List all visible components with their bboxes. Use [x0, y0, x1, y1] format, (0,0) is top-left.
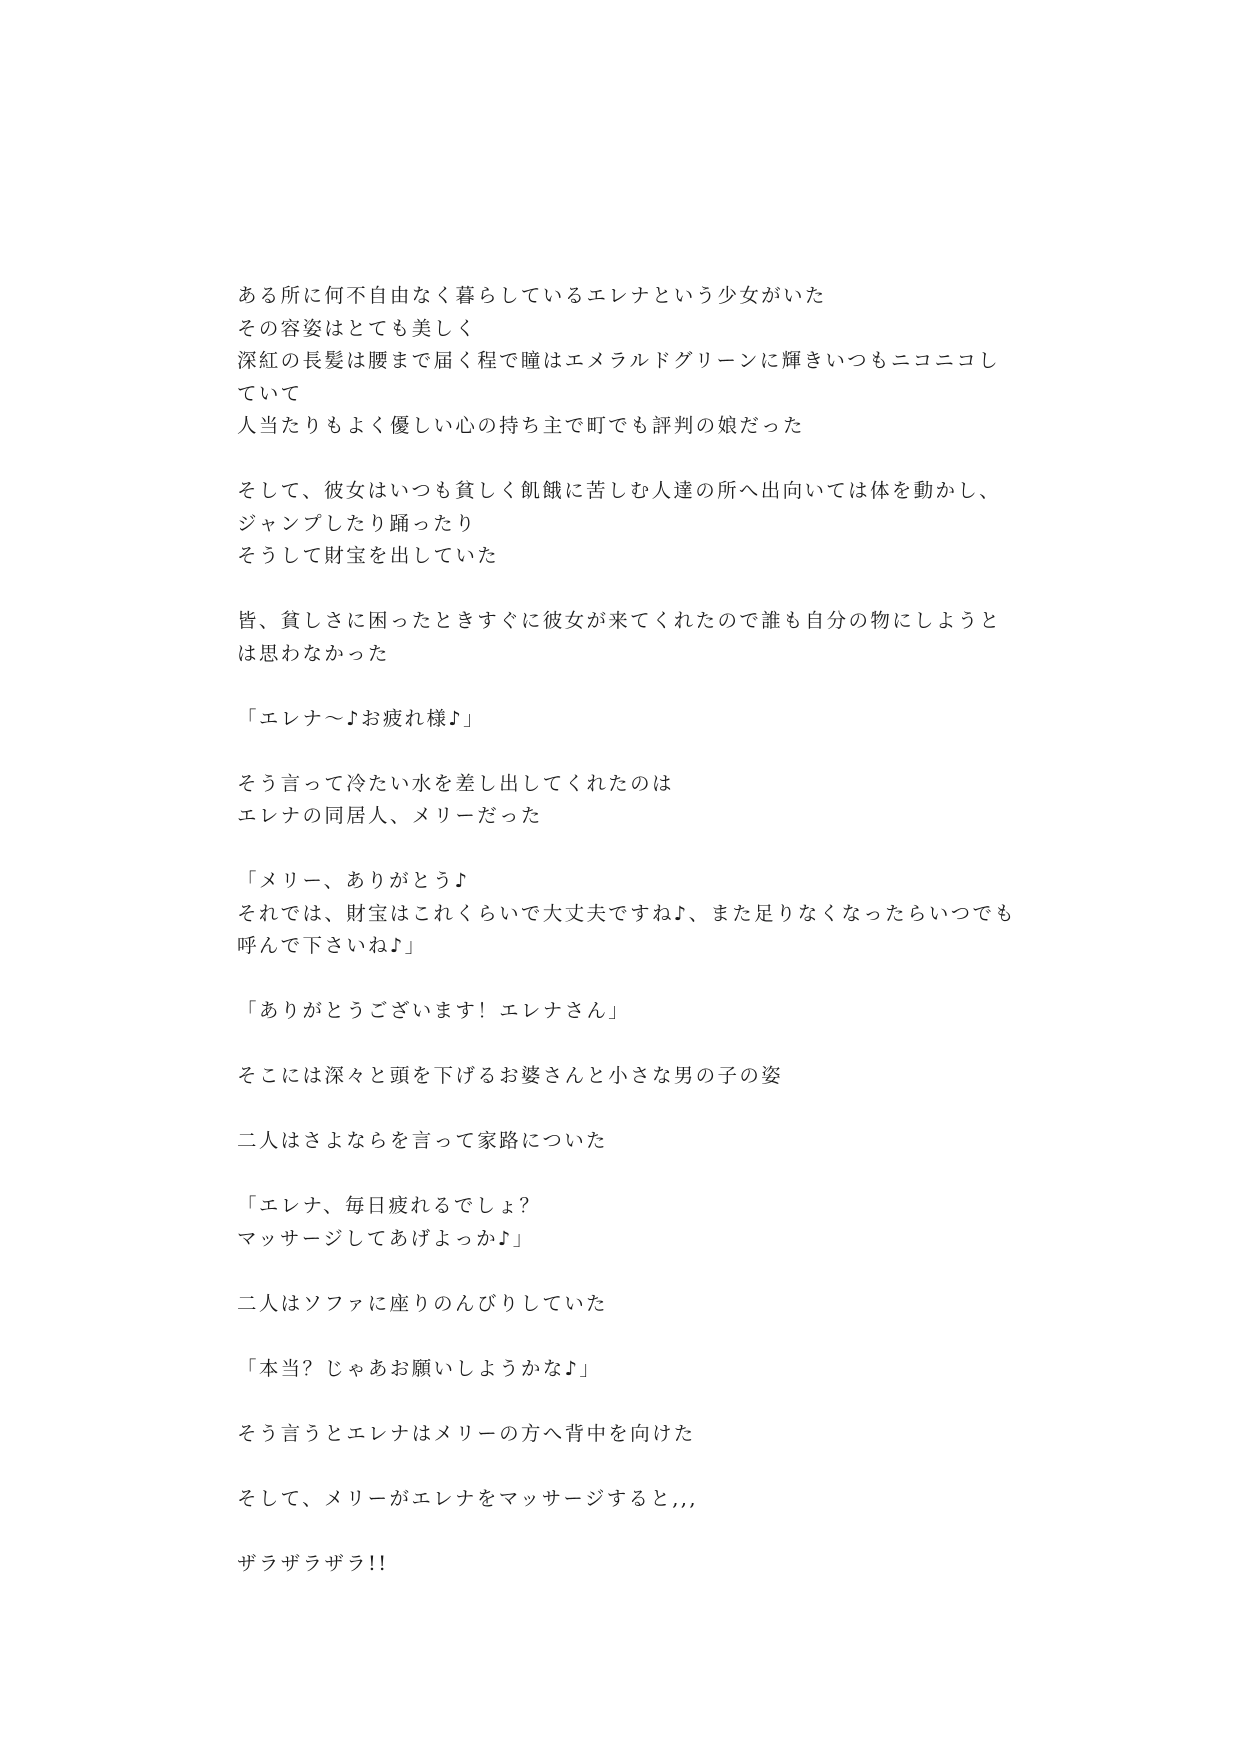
text-line: ある所に何不自由なく暮らしているエレナという少女がいた	[237, 284, 827, 307]
text-line: は思わなかった	[237, 641, 390, 665]
text-line: 「本当？じゃあお願いしようかな♪」	[237, 1356, 602, 1380]
paragraph	[237, 1483, 1017, 1516]
paragraph	[237, 1125, 1017, 1158]
paragraph	[237, 605, 1017, 670]
text-line: その容姿はとても美しく	[237, 316, 478, 340]
text-line: ジャンプしたり踊ったり	[237, 511, 477, 535]
text-line: 深紅の長髪は腰まで届く程で瞳はエメラルドグリーンに輝きいつもニコニコし	[237, 349, 1001, 372]
text-line: それでは、財宝はこれくらいで大丈夫ですね♪、また足りなくなったらいつでも	[237, 901, 1017, 925]
dialogue-paragraph	[237, 1353, 1017, 1386]
dialogue-paragraph	[237, 995, 1017, 1028]
text-line: 「エレナ〜♪お疲れ様♪」	[237, 706, 485, 730]
text-line: 皆、貧しさに困ったときすぐに彼女が来てくれたので誰も自分の物にしようと	[237, 609, 1002, 632]
paragraph	[237, 1418, 1017, 1451]
dialogue-paragraph	[237, 703, 1017, 736]
text-line: 「エレナ、毎日疲れるでしょ？	[237, 1194, 542, 1217]
text-line: 人当たりもよく優しい心の持ち主で町でも評判の娘だった	[237, 414, 805, 437]
text-line: 二人はソファに座りのんびりしていた	[237, 1291, 608, 1315]
paragraph	[237, 1060, 1017, 1093]
text-line: ザラザラザラ!!	[237, 1551, 389, 1575]
text-line: エレナの同居人、メリーだった	[237, 804, 543, 827]
story-text	[237, 280, 1017, 1580]
dialogue-paragraph	[237, 865, 1017, 963]
text-line: 「メリー、ありがとう♪	[237, 869, 470, 892]
dialogue-paragraph	[237, 1190, 1017, 1255]
text-line: 呼んで下さいね♪」	[237, 934, 427, 957]
text-line: マッサージしてあげよっか♪」	[237, 1226, 535, 1250]
text-line: そう言って冷たい水を差し出してくれたのは	[237, 771, 674, 795]
text-line: ていて	[237, 381, 303, 405]
text-line: そう言うとエレナはメリーの方へ背中を向けた	[237, 1421, 696, 1445]
text-line: 二人はさよならを言って家路についた	[237, 1129, 608, 1152]
text-line: そうして財宝を出していた	[237, 544, 500, 567]
paragraph	[237, 768, 1017, 833]
text-line: 「ありがとうございます！エレナさん」	[237, 999, 631, 1022]
paragraph	[237, 280, 1017, 443]
text-line: そして、メリーがエレナをマッサージすると,,,	[237, 1486, 698, 1510]
paragraph	[237, 475, 1017, 573]
paragraph	[237, 1288, 1017, 1321]
text-line: そして、彼女はいつも貧しく飢餓に苦しむ人達の所へ出向いては体を動かし、	[237, 479, 1002, 502]
sound-effect-paragraph	[237, 1548, 1017, 1581]
text-line: そこには深々と頭を下げるお婆さんと小さな男の子の姿	[237, 1064, 784, 1087]
